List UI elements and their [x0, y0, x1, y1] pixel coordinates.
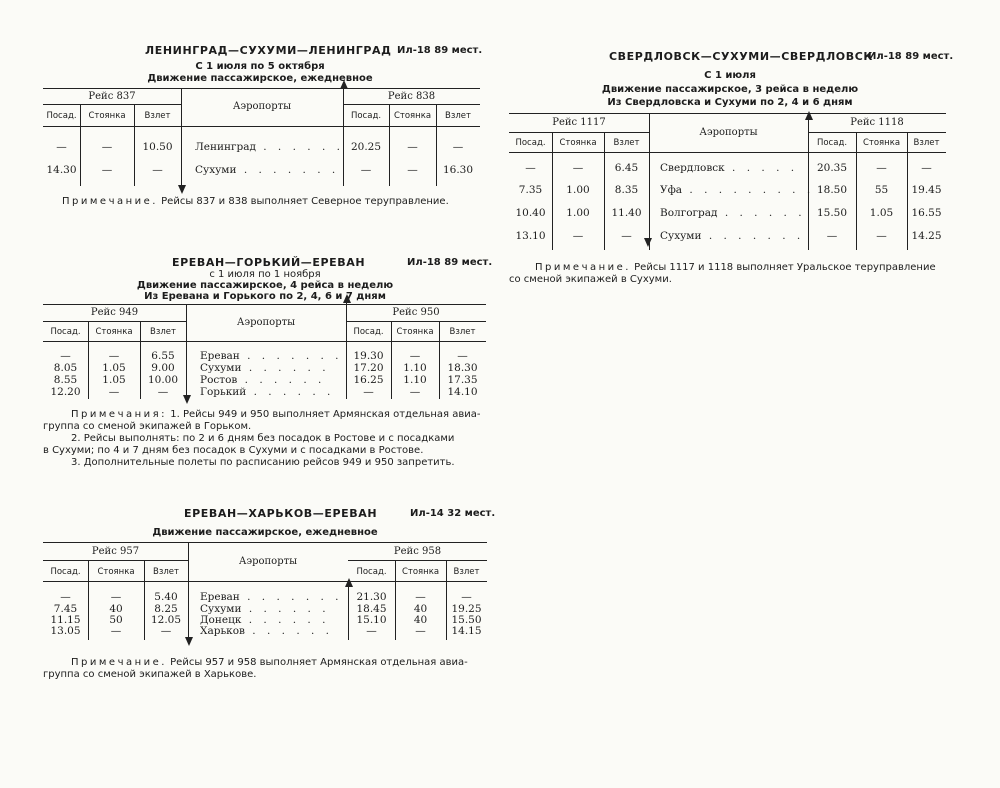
table-rule — [509, 113, 946, 114]
footnote: Рейсы 957 и 958 выполняет Армянская отдельная авиа- — [170, 657, 468, 668]
stop-duration: — — [572, 162, 584, 174]
col-depart: Взлет — [613, 138, 640, 148]
table-rule — [43, 560, 188, 561]
footnote: 3. Дополнительные полеты по расписанию рейсов 949 и 950 запретить. — [71, 457, 455, 468]
col-arrive: Посад. — [50, 567, 81, 577]
airport-name: Волгоград . . . . . . — [660, 207, 806, 219]
arrive-time: 12.20 — [50, 386, 81, 398]
timetable-sverdlovsk-sukhumi — [0, 0, 1000, 300]
footnote: Рейсы 1117 и 1118 выполняет Уральское теруправление — [634, 262, 936, 273]
col-stop: Стоянка — [97, 567, 135, 577]
stop-duration: — — [407, 164, 418, 176]
depart-time: 15.50 — [451, 614, 482, 626]
flight-number-return: Рейс 950 — [392, 307, 440, 318]
route-title: ЛЕНИНГРАД—СУХУМИ—ЛЕНИНГРАД — [145, 44, 392, 57]
arrive-time: 14.30 — [46, 164, 77, 176]
arrive-time: — — [366, 625, 377, 637]
footnote: со сменой экипажей в Сухуми. — [509, 274, 672, 285]
arrive-time: 18.45 — [356, 603, 387, 615]
arrive-time: — — [525, 162, 536, 174]
col-arrive: Посад. — [50, 327, 81, 337]
arrive-time: 16.25 — [353, 374, 384, 386]
table-rule — [808, 132, 946, 133]
stop-duration: 1.10 — [403, 374, 427, 386]
depart-time: — — [452, 141, 464, 153]
service-type: Движение пассажирское, ежедневное — [152, 527, 378, 538]
col-depart: Взлет — [913, 138, 940, 148]
flight-number-return: Рейс 1118 — [850, 117, 904, 128]
col-arrive: Посад. — [46, 111, 77, 121]
validity-period: С 1 июля — [704, 70, 756, 81]
depart-time: 10.00 — [147, 374, 179, 386]
flight-number-return: Рейс 958 — [393, 546, 442, 557]
depart-time: — — [921, 162, 932, 174]
col-stop: Стоянка — [88, 111, 126, 121]
arrive-time: 21.30 — [356, 591, 387, 603]
depart-time: — — [157, 386, 169, 398]
stop-duration: — — [409, 350, 421, 362]
service-days: Из Еревана и Горького по 2, 4, 6 и 7 дням — [144, 291, 386, 302]
arrive-time: 17.20 — [353, 362, 384, 374]
depart-time: 8.25 — [154, 603, 178, 615]
airport-name: Ереван . . . . . . . — [200, 350, 343, 362]
arrive-time: — — [360, 164, 372, 176]
airport-name: Горький . . . . . . — [200, 386, 335, 398]
depart-time: 19.25 — [451, 603, 482, 615]
airports-header: Аэропорты — [232, 101, 292, 112]
stop-duration: — — [110, 591, 122, 603]
col-arrive: Посад. — [816, 138, 848, 148]
depart-time: 14.25 — [911, 230, 942, 242]
depart-time: 11.40 — [611, 207, 642, 219]
stop-duration: — — [415, 625, 426, 637]
flight-number-outbound: Рейс 837 — [88, 91, 136, 102]
arrive-time: — — [826, 230, 838, 242]
footnotes — [43, 657, 493, 681]
airport-name: Сухуми . . . . . . — [200, 603, 330, 615]
col-depart: Взлет — [453, 567, 480, 577]
service-days: Из Свердловска и Сухуми по 2, 4 и 6 дням — [607, 97, 853, 108]
depart-time: 14.15 — [451, 625, 482, 637]
stop-duration: 40 — [413, 603, 428, 615]
stop-duration: — — [409, 386, 421, 398]
footnote: Примечание. Рейсы 837 и 838 выполняет Северное теруправление. — [62, 196, 449, 207]
table-rule — [348, 560, 487, 561]
stop-duration: 1.10 — [403, 362, 427, 374]
airport-name: Свердловск . . . . . — [660, 162, 799, 174]
table-rule — [509, 132, 649, 133]
route-title: ЕРЕВАН—ГОРЬКИЙ—ЕРЕВАН — [172, 256, 366, 269]
validity-period: С 1 июля по 5 октября — [195, 61, 325, 72]
airports-header: Аэропорты — [699, 127, 758, 138]
col-depart: Взлет — [449, 327, 476, 337]
arrive-time: 8.05 — [53, 362, 78, 374]
stop-duration: 1.05 — [102, 374, 126, 386]
arrive-time: 8.55 — [53, 374, 78, 386]
depart-time: 14.10 — [447, 386, 478, 398]
airport-name: Ереван . . . . . . . — [200, 591, 343, 603]
airport-name: Ростов . . . . . . — [200, 374, 326, 386]
col-arrive: Посад. — [515, 138, 546, 148]
aircraft-type: Ил-14 32 мест. — [410, 508, 496, 519]
service-type: Движение пассажирское, 3 рейса в неделю — [601, 84, 859, 95]
airport-name: Харьков . . . . . . — [200, 625, 334, 637]
depart-time: 12.05 — [150, 614, 182, 626]
airport-name: Донецк . . . . . . — [200, 614, 330, 626]
stop-duration: — — [101, 164, 113, 176]
stop-duration: 40 — [109, 603, 123, 615]
footnote: 2. Рейсы выполнять: по 2 и 6 дням без посадок в Ростове и с посадками — [71, 433, 455, 444]
footnotes — [509, 262, 959, 286]
stop-duration: — — [876, 162, 887, 174]
flight-number-outbound: Рейс 957 — [91, 546, 140, 557]
stop-duration: 1.00 — [566, 207, 590, 219]
route-title: СВЕРДЛОВСК—СУХУМИ—СВЕРДЛОВСК — [609, 50, 873, 63]
col-stop: Стоянка — [95, 327, 133, 337]
stop-duration: 50 — [109, 614, 123, 626]
arrive-time: — — [60, 591, 71, 603]
depart-time: — — [621, 230, 632, 242]
table-rule — [43, 542, 487, 543]
footnote-label: Примечание. — [71, 657, 167, 668]
arrive-time: 7.35 — [518, 184, 543, 196]
flight-number-outbound: Рейс 1117 — [552, 117, 606, 128]
arrive-time: 11.15 — [50, 614, 81, 626]
depart-time: 8.35 — [614, 184, 639, 196]
col-stop: Стоянка — [393, 111, 432, 121]
arrive-time: 10.40 — [515, 207, 546, 219]
arrive-time: 18.50 — [816, 184, 848, 196]
arrive-time: 15.50 — [816, 207, 848, 219]
col-arrive: Посад. — [350, 111, 382, 121]
arrive-time: 20.35 — [816, 162, 848, 174]
col-arrive: Посад. — [353, 327, 384, 337]
arrive-time: — — [363, 386, 374, 398]
col-stop: Стоянка — [396, 327, 434, 337]
airports-header: Аэропорты — [238, 556, 298, 567]
aircraft-type: Ил-18 89 мест. — [868, 51, 954, 62]
footnote: группа со сменой экипажей в Горьком. — [43, 421, 252, 432]
stop-duration: 55 — [874, 184, 889, 196]
depart-time: — — [457, 350, 468, 362]
col-depart: Взлет — [445, 111, 471, 121]
route-title: ЕРЕВАН—ХАРЬКОВ—ЕРЕВАН — [184, 507, 378, 520]
table-rule — [509, 152, 946, 153]
depart-time: 17.35 — [447, 374, 478, 386]
depart-time: 9.00 — [151, 362, 175, 374]
airports-header: Аэропорты — [236, 317, 296, 328]
footnote: 1. Рейсы 949 и 950 выполняет Армянская отдельная авиа- — [170, 409, 481, 420]
flight-number-outbound: Рейс 949 — [90, 307, 139, 318]
stop-duration: — — [876, 230, 887, 242]
stop-duration: — — [108, 350, 120, 362]
stop-duration: 1.05 — [869, 207, 894, 219]
validity-period: с 1 июля по 1 ноября — [209, 269, 321, 280]
arrive-time: 13.10 — [515, 230, 546, 242]
col-stop: Стоянка — [862, 138, 901, 148]
arrive-time: 7.45 — [53, 603, 78, 615]
airport-name: Сухуми . . . . . . . — [195, 164, 340, 176]
depart-time: 16.55 — [911, 207, 942, 219]
aircraft-type: Ил-18 89 мест. — [397, 45, 483, 56]
depart-time: 18.30 — [447, 362, 478, 374]
stop-duration: — — [108, 386, 120, 398]
depart-time: 19.45 — [911, 184, 942, 196]
footnote-label: Примечания: — [71, 409, 168, 420]
col-arrive: Посад. — [356, 567, 387, 577]
depart-time: — — [160, 625, 172, 637]
airport-name: Ленинград . . . . . . — [195, 141, 344, 153]
airport-name: Сухуми . . . . . . . — [660, 230, 805, 242]
col-depart: Взлет — [150, 327, 176, 337]
stop-duration: — — [415, 591, 426, 603]
depart-time: 10.50 — [142, 141, 173, 153]
stop-duration: 40 — [413, 614, 428, 626]
aircraft-type: Ил-18 89 мест. — [407, 257, 493, 268]
arrive-time: — — [56, 141, 67, 153]
stop-duration: 1.00 — [566, 184, 590, 196]
arrive-time: 19.30 — [353, 350, 384, 362]
arrive-time: — — [60, 350, 71, 362]
stop-duration: — — [101, 141, 113, 153]
stop-duration: 1.05 — [102, 362, 126, 374]
footnote: в Сухуми; по 4 и 7 дням без посадок в Сухуми и с посадками в Ростове. — [43, 445, 424, 456]
arrive-time: 20.25 — [350, 141, 382, 153]
stop-duration: — — [572, 230, 584, 242]
arrive-time: 15.10 — [356, 614, 387, 626]
service-type: Движение пассажирское, ежедневное — [147, 73, 373, 84]
arrive-time: 13.05 — [50, 625, 81, 637]
depart-time: 5.40 — [154, 591, 178, 603]
airport-name: Сухуми . . . . . . — [200, 362, 330, 374]
flight-number-return: Рейс 838 — [387, 91, 436, 102]
service-type: Движение пассажирское, 4 рейса в неделю — [136, 280, 394, 291]
footnote: группа со сменой экипажей в Харькове. — [43, 669, 257, 680]
table-rule — [43, 581, 487, 582]
depart-time: 16.30 — [442, 164, 474, 176]
depart-time: — — [152, 164, 163, 176]
depart-time: 6.45 — [614, 162, 639, 174]
stop-duration: — — [110, 625, 122, 637]
col-stop: Стоянка — [559, 138, 597, 148]
footnote-label: Примечание. — [535, 262, 631, 273]
depart-time: 6.55 — [151, 350, 175, 362]
stop-duration: — — [407, 141, 418, 153]
depart-time: — — [461, 591, 472, 603]
col-depart: Взлет — [153, 567, 179, 577]
col-depart: Взлет — [144, 111, 171, 121]
airport-name: Уфа . . . . . . . . . — [660, 184, 815, 196]
col-stop: Стоянка — [401, 567, 440, 577]
